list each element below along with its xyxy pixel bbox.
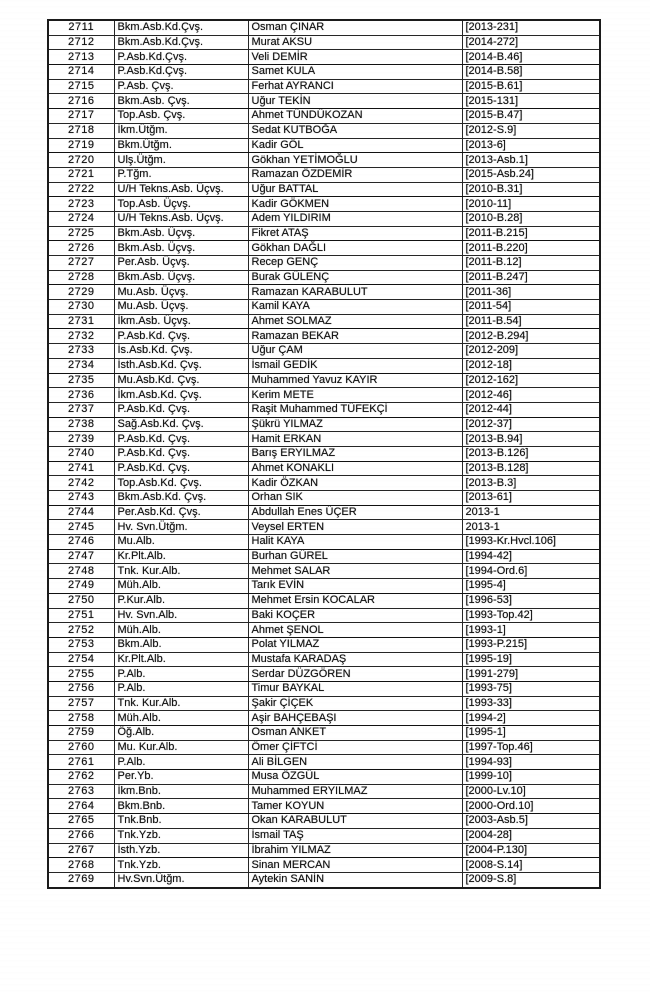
name-cell: Mehmet SALAR <box>248 564 462 579</box>
code-cell: [1994-2] <box>462 711 600 726</box>
row-number-cell: 2762 <box>48 770 114 785</box>
name-cell: Tamer KOYUN <box>248 799 462 814</box>
name-cell: Şükrü YILMAZ <box>248 417 462 432</box>
rank-cell: Tnk.Yzb. <box>114 858 248 873</box>
code-cell: [1993-75] <box>462 681 600 696</box>
rank-cell: Top.Asb. Çvş. <box>114 109 248 124</box>
rank-cell: Bkm.Asb. Üçvş. <box>114 241 248 256</box>
rank-cell: P.Tğm. <box>114 167 248 182</box>
name-cell: Gökhan YETİMOĞLU <box>248 153 462 168</box>
code-cell: [1997-Top.46] <box>462 740 600 755</box>
name-cell: Ramazan KARABULUT <box>248 285 462 300</box>
row-number-cell: 2755 <box>48 667 114 682</box>
code-cell: [1995-19] <box>462 652 600 667</box>
code-cell: 2013-1 <box>462 520 600 535</box>
code-cell: [2000-Lv.10] <box>462 784 600 799</box>
code-cell: [1993-33] <box>462 696 600 711</box>
table-row <box>48 476 600 491</box>
name-cell: Serdar DÜZGÖREN <box>248 667 462 682</box>
table-row <box>48 726 600 741</box>
rank-cell: Müh.Alb. <box>114 711 248 726</box>
table-row <box>48 226 600 241</box>
row-number-cell: 2743 <box>48 491 114 506</box>
name-cell: Muhammed ERYILMAZ <box>248 784 462 799</box>
row-number-cell: 2745 <box>48 520 114 535</box>
table-row <box>48 358 600 373</box>
row-number-cell: 2714 <box>48 65 114 80</box>
row-number-cell: 2736 <box>48 388 114 403</box>
name-cell: Uğur TEKİN <box>248 94 462 109</box>
name-cell: Hamit ERKAN <box>248 432 462 447</box>
table-row <box>48 623 600 638</box>
row-number-cell: 2719 <box>48 138 114 153</box>
rank-cell: P.Asb.Kd.Çvş. <box>114 50 248 65</box>
rank-cell: Sağ.Asb.Kd. Çvş. <box>114 417 248 432</box>
name-cell: Recep GENÇ <box>248 256 462 271</box>
code-cell: [1993-1] <box>462 623 600 638</box>
table-row <box>48 505 600 520</box>
code-cell: [2003-Asb.5] <box>462 814 600 829</box>
row-number-cell: 2711 <box>48 20 114 35</box>
name-cell: Murat AKSU <box>248 35 462 50</box>
table-row <box>48 799 600 814</box>
table-row <box>48 446 600 461</box>
name-cell: Adem YILDIRIM <box>248 211 462 226</box>
rank-cell: Tnk.Yzb. <box>114 828 248 843</box>
rank-cell: Bkm.Asb.Kd.Çvş. <box>114 35 248 50</box>
code-cell: [2012-18] <box>462 358 600 373</box>
rank-cell: P.Alb. <box>114 681 248 696</box>
row-number-cell: 2750 <box>48 593 114 608</box>
row-number-cell: 2727 <box>48 256 114 271</box>
name-cell: İbrahim YILMAZ <box>248 843 462 858</box>
table-row <box>48 153 600 168</box>
name-cell: Ahmet SOLMAZ <box>248 314 462 329</box>
name-cell: Ahmet TÜNDÜKOZAN <box>248 109 462 124</box>
table-row <box>48 814 600 829</box>
table-row <box>48 344 600 359</box>
name-cell: Veli DEMİR <box>248 50 462 65</box>
rank-cell: Bkm.Asb. Çvş. <box>114 94 248 109</box>
code-cell: [1995-1] <box>462 726 600 741</box>
row-number-cell: 2752 <box>48 623 114 638</box>
row-number-cell: 2729 <box>48 285 114 300</box>
name-cell: Aşir BAHÇEBAŞI <box>248 711 462 726</box>
row-number-cell: 2761 <box>48 755 114 770</box>
rank-cell: Öğ.Alb. <box>114 726 248 741</box>
row-number-cell: 2724 <box>48 211 114 226</box>
table-row <box>48 388 600 403</box>
code-cell: [2013-61] <box>462 491 600 506</box>
row-number-cell: 2713 <box>48 50 114 65</box>
table-row <box>48 432 600 447</box>
personnel-table-body <box>48 20 600 888</box>
table-row <box>48 784 600 799</box>
rank-cell: P.Alb. <box>114 667 248 682</box>
row-number-cell: 2751 <box>48 608 114 623</box>
name-cell: Mustafa KARADAŞ <box>248 652 462 667</box>
row-number-cell: 2764 <box>48 799 114 814</box>
name-cell: Kadir GÖL <box>248 138 462 153</box>
name-cell: Halit KAYA <box>248 535 462 550</box>
table-row <box>48 94 600 109</box>
rank-cell: İkm.Ütğm. <box>114 123 248 138</box>
name-cell: Raşit Muhammed TÜFEKÇİ <box>248 402 462 417</box>
name-cell: Ali BİLGEN <box>248 755 462 770</box>
code-cell: [2010-11] <box>462 197 600 212</box>
row-number-cell: 2744 <box>48 505 114 520</box>
name-cell: Kadir ÖZKAN <box>248 476 462 491</box>
name-cell: Ramazan BEKAR <box>248 329 462 344</box>
name-cell: Uğur BATTAL <box>248 182 462 197</box>
table-row <box>48 491 600 506</box>
name-cell: Samet KULA <box>248 65 462 80</box>
rank-cell: P.Asb.Kd. Çvş. <box>114 329 248 344</box>
table-row <box>48 285 600 300</box>
table-row <box>48 843 600 858</box>
row-number-cell: 2747 <box>48 549 114 564</box>
code-cell: [2011-B.54] <box>462 314 600 329</box>
row-number-cell: 2734 <box>48 358 114 373</box>
name-cell: Musa ÖZGÜL <box>248 770 462 785</box>
row-number-cell: 2759 <box>48 726 114 741</box>
row-number-cell: 2746 <box>48 535 114 550</box>
row-number-cell: 2731 <box>48 314 114 329</box>
name-cell: Uğur ÇAM <box>248 344 462 359</box>
code-cell: [1993-Top.42] <box>462 608 600 623</box>
table-row <box>48 256 600 271</box>
row-number-cell: 2741 <box>48 461 114 476</box>
code-cell: [2012-46] <box>462 388 600 403</box>
name-cell: Sinan MERCAN <box>248 858 462 873</box>
table-row <box>48 402 600 417</box>
code-cell: [2000-Ord.10] <box>462 799 600 814</box>
code-cell: [2011-B.215] <box>462 226 600 241</box>
rank-cell: Top.Asb. Üçvş. <box>114 197 248 212</box>
table-row <box>48 461 600 476</box>
name-cell: Kadir GÖKMEN <box>248 197 462 212</box>
rank-cell: P.Asb.Kd. Çvş. <box>114 402 248 417</box>
row-number-cell: 2735 <box>48 373 114 388</box>
table-row <box>48 109 600 124</box>
name-cell: Sedat KUTBOĞA <box>248 123 462 138</box>
rank-cell: Bkm.Alb. <box>114 637 248 652</box>
code-cell: [2014-B.46] <box>462 50 600 65</box>
code-cell: [1996-53] <box>462 593 600 608</box>
table-row <box>48 270 600 285</box>
row-number-cell: 2748 <box>48 564 114 579</box>
code-cell: [1994-93] <box>462 755 600 770</box>
name-cell: Aytekin SANİN <box>248 872 462 887</box>
name-cell: Kamil KAYA <box>248 300 462 315</box>
table-row <box>48 711 600 726</box>
name-cell: Polat YILMAZ <box>248 637 462 652</box>
row-number-cell: 2737 <box>48 402 114 417</box>
row-number-cell: 2712 <box>48 35 114 50</box>
row-number-cell: 2717 <box>48 109 114 124</box>
code-cell: [2014-B.58] <box>462 65 600 80</box>
row-number-cell: 2722 <box>48 182 114 197</box>
rank-cell: Hv. Svn.Ütğm. <box>114 520 248 535</box>
code-cell: [1994-42] <box>462 549 600 564</box>
rank-cell: İsth.Asb.Kd. Çvş. <box>114 358 248 373</box>
row-number-cell: 2730 <box>48 300 114 315</box>
row-number-cell: 2753 <box>48 637 114 652</box>
code-cell: [2011-B.12] <box>462 256 600 271</box>
code-cell: [2015-B.47] <box>462 109 600 124</box>
row-number-cell: 2725 <box>48 226 114 241</box>
table-row <box>48 872 600 887</box>
rank-cell: Mu.Asb.Kd. Çvş. <box>114 373 248 388</box>
table-row <box>48 549 600 564</box>
name-cell: Abdullah Enes ÜÇER <box>248 505 462 520</box>
table-row <box>48 681 600 696</box>
name-cell: Ferhat AYRANCI <box>248 79 462 94</box>
rank-cell: İkm.Asb. Üçvş. <box>114 314 248 329</box>
rank-cell: P.Alb. <box>114 755 248 770</box>
table-row <box>48 123 600 138</box>
name-cell: Muhammed Yavuz KAYIR <box>248 373 462 388</box>
table-row <box>48 241 600 256</box>
code-cell: [1993-Kr.Hvcl.106] <box>462 535 600 550</box>
name-cell: Barış ERYILMAZ <box>248 446 462 461</box>
code-cell: [2013-6] <box>462 138 600 153</box>
code-cell: [2013-B.126] <box>462 446 600 461</box>
row-number-cell: 2716 <box>48 94 114 109</box>
rank-cell: İsth.Yzb. <box>114 843 248 858</box>
table-row <box>48 79 600 94</box>
rank-cell: Müh.Alb. <box>114 579 248 594</box>
row-number-cell: 2742 <box>48 476 114 491</box>
code-cell: [2015-131] <box>462 94 600 109</box>
row-number-cell: 2732 <box>48 329 114 344</box>
rank-cell: P.Asb.Kd. Çvş. <box>114 432 248 447</box>
row-number-cell: 2740 <box>48 446 114 461</box>
table-row <box>48 138 600 153</box>
table-row <box>48 667 600 682</box>
rank-cell: Bkm.Ütğm. <box>114 138 248 153</box>
row-number-cell: 2754 <box>48 652 114 667</box>
row-number-cell: 2739 <box>48 432 114 447</box>
table-row <box>48 740 600 755</box>
table-row <box>48 520 600 535</box>
rank-cell: P.Kur.Alb. <box>114 593 248 608</box>
table-row <box>48 755 600 770</box>
code-cell: [2004-P.130] <box>462 843 600 858</box>
rank-cell: U/H Tekns.Asb. Üçvş. <box>114 182 248 197</box>
name-cell: İsmail TAŞ <box>248 828 462 843</box>
name-cell: Timur BAYKAL <box>248 681 462 696</box>
code-cell: [2012-209] <box>462 344 600 359</box>
code-cell: 2013-1 <box>462 505 600 520</box>
rank-cell: Tnk.Bnb. <box>114 814 248 829</box>
name-cell: Orhan SIK <box>248 491 462 506</box>
row-number-cell: 2765 <box>48 814 114 829</box>
rank-cell: Kr.Plt.Alb. <box>114 652 248 667</box>
rank-cell: Tnk. Kur.Alb. <box>114 696 248 711</box>
table-row <box>48 770 600 785</box>
code-cell: [1999-10] <box>462 770 600 785</box>
code-cell: [2015-Asb.24] <box>462 167 600 182</box>
rank-cell: Müh.Alb. <box>114 623 248 638</box>
code-cell: [2013-Asb.1] <box>462 153 600 168</box>
row-number-cell: 2749 <box>48 579 114 594</box>
row-number-cell: 2766 <box>48 828 114 843</box>
row-number-cell: 2756 <box>48 681 114 696</box>
code-cell: [2012-37] <box>462 417 600 432</box>
code-cell: [2011-B.220] <box>462 241 600 256</box>
code-cell: [2013-B.94] <box>462 432 600 447</box>
table-row <box>48 50 600 65</box>
table-row <box>48 608 600 623</box>
table-row <box>48 858 600 873</box>
name-cell: Osman ÇINAR <box>248 20 462 35</box>
name-cell: İsmail GEDİK <box>248 358 462 373</box>
rank-cell: Bkm.Asb. Üçvş. <box>114 270 248 285</box>
rank-cell: İs.Asb.Kd. Çvş. <box>114 344 248 359</box>
rank-cell: Bkm.Bnb. <box>114 799 248 814</box>
row-number-cell: 2767 <box>48 843 114 858</box>
table-row <box>48 593 600 608</box>
name-cell: Tarık EVİN <box>248 579 462 594</box>
code-cell: [1995-4] <box>462 579 600 594</box>
code-cell: [2015-B.61] <box>462 79 600 94</box>
name-cell: Şakir ÇİÇEK <box>248 696 462 711</box>
name-cell: Burhan GÜREL <box>248 549 462 564</box>
row-number-cell: 2768 <box>48 858 114 873</box>
table-row <box>48 197 600 212</box>
row-number-cell: 2728 <box>48 270 114 285</box>
name-cell: Ahmet KONAKLI <box>248 461 462 476</box>
row-number-cell: 2758 <box>48 711 114 726</box>
code-cell: [1994-Ord.6] <box>462 564 600 579</box>
code-cell: [2013-B.128] <box>462 461 600 476</box>
table-row <box>48 696 600 711</box>
table-row <box>48 211 600 226</box>
rank-cell: Mu.Asb. Üçvş. <box>114 285 248 300</box>
row-number-cell: 2760 <box>48 740 114 755</box>
name-cell: Kerim METE <box>248 388 462 403</box>
table-row <box>48 373 600 388</box>
name-cell: Osman ANKET <box>248 726 462 741</box>
table-row <box>48 652 600 667</box>
table-row <box>48 167 600 182</box>
code-cell: [2010-B.28] <box>462 211 600 226</box>
name-cell: Ahmet ŞENOL <box>248 623 462 638</box>
rank-cell: İkm.Bnb. <box>114 784 248 799</box>
row-number-cell: 2733 <box>48 344 114 359</box>
row-number-cell: 2723 <box>48 197 114 212</box>
rank-cell: Bkm.Asb.Kd.Çvş. <box>114 20 248 35</box>
rank-cell: Mu. Kur.Alb. <box>114 740 248 755</box>
rank-cell: Ulş.Ütğm. <box>114 153 248 168</box>
code-cell: [2012-162] <box>462 373 600 388</box>
code-cell: [2004-28] <box>462 828 600 843</box>
rank-cell: Bkm.Asb. Üçvş. <box>114 226 248 241</box>
code-cell: [1993-P.215] <box>462 637 600 652</box>
rank-cell: P.Asb. Çvş. <box>114 79 248 94</box>
code-cell: [2014-272] <box>462 35 600 50</box>
row-number-cell: 2720 <box>48 153 114 168</box>
name-cell: Mehmet Ersin KOCALAR <box>248 593 462 608</box>
row-number-cell: 2757 <box>48 696 114 711</box>
rank-cell: Tnk. Kur.Alb. <box>114 564 248 579</box>
table-row <box>48 564 600 579</box>
code-cell: [2011-36] <box>462 285 600 300</box>
row-number-cell: 2726 <box>48 241 114 256</box>
rank-cell: Hv.Svn.Ütğm. <box>114 872 248 887</box>
name-cell: Fikret ATAŞ <box>248 226 462 241</box>
table-row <box>48 579 600 594</box>
code-cell: [2013-231] <box>462 20 600 35</box>
code-cell: [2013-B.3] <box>462 476 600 491</box>
name-cell: Gökhan DAĞLI <box>248 241 462 256</box>
code-cell: [2011-54] <box>462 300 600 315</box>
rank-cell: Per.Asb.Kd. Çvş. <box>114 505 248 520</box>
rank-cell: Top.Asb.Kd. Çvş. <box>114 476 248 491</box>
rank-cell: P.Asb.Kd. Çvş. <box>114 461 248 476</box>
row-number-cell: 2715 <box>48 79 114 94</box>
code-cell: [2012-B.294] <box>462 329 600 344</box>
table-row <box>48 417 600 432</box>
row-number-cell: 2769 <box>48 872 114 887</box>
table-row <box>48 314 600 329</box>
code-cell: [1991-279] <box>462 667 600 682</box>
code-cell: [2012-44] <box>462 402 600 417</box>
rank-cell: Kr.Plt.Alb. <box>114 549 248 564</box>
table-row <box>48 35 600 50</box>
code-cell: [2012-S.9] <box>462 123 600 138</box>
row-number-cell: 2738 <box>48 417 114 432</box>
row-number-cell: 2718 <box>48 123 114 138</box>
rank-cell: Per.Yb. <box>114 770 248 785</box>
rank-cell: Hv. Svn.Alb. <box>114 608 248 623</box>
name-cell: Baki KOÇER <box>248 608 462 623</box>
table-row <box>48 182 600 197</box>
name-cell: Burak GÜLENÇ <box>248 270 462 285</box>
name-cell: Veysel ERTEN <box>248 520 462 535</box>
code-cell: [2009-S.8] <box>462 872 600 887</box>
table-row <box>48 535 600 550</box>
row-number-cell: 2763 <box>48 784 114 799</box>
code-cell: [2008-S.14] <box>462 858 600 873</box>
table-row <box>48 20 600 35</box>
rank-cell: İkm.Asb.Kd. Çvş. <box>114 388 248 403</box>
rank-cell: Per.Asb. Üçvş. <box>114 256 248 271</box>
rank-cell: P.Asb.Kd. Çvş. <box>114 446 248 461</box>
rank-cell: Mu.Alb. <box>114 535 248 550</box>
table-row <box>48 329 600 344</box>
name-cell: Ramazan ÖZDEMİR <box>248 167 462 182</box>
rank-cell: Mu.Asb. Üçvş. <box>114 300 248 315</box>
table-row <box>48 828 600 843</box>
code-cell: [2010-B.31] <box>462 182 600 197</box>
rank-cell: Bkm.Asb.Kd. Çvş. <box>114 491 248 506</box>
name-cell: Ömer ÇİFTCİ <box>248 740 462 755</box>
name-cell: Okan KARABULUT <box>248 814 462 829</box>
table-row <box>48 637 600 652</box>
rank-cell: U/H Tekns.Asb. Üçvş. <box>114 211 248 226</box>
row-number-cell: 2721 <box>48 167 114 182</box>
table-row <box>48 65 600 80</box>
code-cell: [2011-B.247] <box>462 270 600 285</box>
table-row <box>48 300 600 315</box>
rank-cell: P.Asb.Kd.Çvş. <box>114 65 248 80</box>
personnel-roster-table <box>47 19 601 889</box>
